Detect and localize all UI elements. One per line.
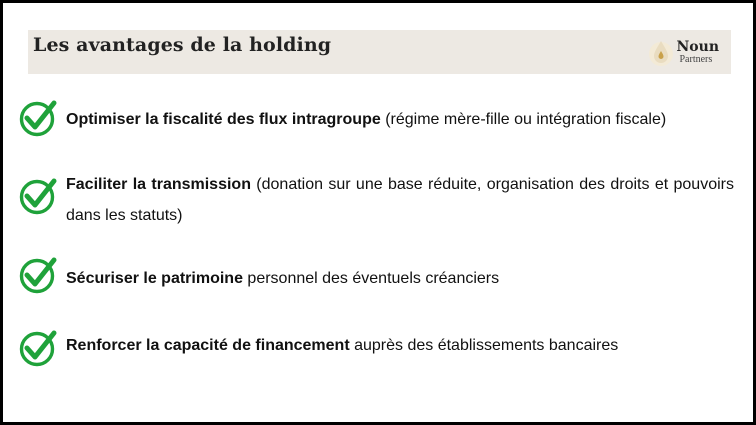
item-text (66, 169, 734, 231)
page-title: Les avantages de la holding (33, 34, 332, 56)
item-bold: Sécuriser le patrimoine (66, 270, 243, 287)
check-circle-icon (18, 255, 58, 295)
drop-logo-icon (648, 37, 674, 67)
noun-partners-logo (648, 37, 720, 67)
item-rest: personnel des éventuels créanciers (242, 270, 500, 287)
check-circle-icon (18, 176, 58, 216)
item-text (66, 263, 734, 294)
item-bold: Optimiser la fiscalité des flux intragroupe (66, 111, 381, 128)
item-bold: Renforcer la capacité de financement (66, 337, 350, 354)
logo-name: Noun (676, 38, 719, 55)
title-band (28, 30, 731, 74)
check-circle-icon (18, 328, 58, 368)
item-text (66, 104, 734, 135)
item-text (66, 330, 734, 361)
item-rest: auprès des établissements bancaires (349, 337, 619, 354)
item-rest: (donation sur une base réduite, organisation des droits et pouvoirs dans les statuts) (66, 176, 734, 224)
item-bold: Faciliter la transmission (66, 176, 251, 193)
check-circle-icon (18, 98, 58, 138)
item-rest: (régime mère-fille ou intégration fiscale) (380, 111, 667, 128)
logo-subtitle: Partners (679, 53, 713, 65)
